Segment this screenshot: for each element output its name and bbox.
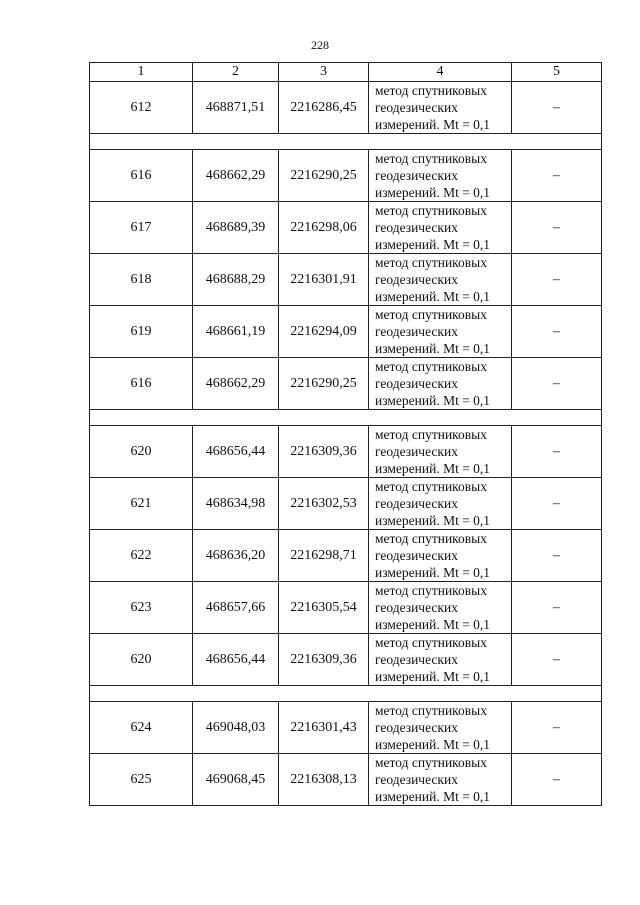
description-cell: – (512, 582, 602, 634)
contour-separator-row (90, 410, 602, 426)
method-text-line: геодезических (375, 444, 458, 459)
coordinates-table (89, 62, 602, 806)
method-text-line: метод спутниковых (375, 359, 487, 374)
x-coordinate-cell: 468871,51 (193, 82, 279, 134)
method-text-line: измерений. Mt = 0,1 (375, 393, 491, 408)
description-cell: – (512, 634, 602, 686)
table-row (90, 426, 602, 478)
x-coordinate-cell: 468656,44 (193, 634, 279, 686)
description-cell: – (512, 202, 602, 254)
method-text-line: геодезических (375, 496, 458, 511)
point-number-cell: 620 (90, 426, 193, 478)
x-coordinate-cell: 468688,29 (193, 254, 279, 306)
method-text-line: геодезических (375, 720, 458, 735)
point-number-cell: 622 (90, 530, 193, 582)
table-header-row (90, 63, 602, 82)
method-text-line: метод спутниковых (375, 583, 487, 598)
x-coordinate-cell: 468656,44 (193, 426, 279, 478)
method-text-line: измерений. Mt = 0,1 (375, 513, 491, 528)
column-header: 3 (279, 63, 369, 82)
method-text-line: геодезических (375, 100, 458, 115)
description-cell: – (512, 702, 602, 754)
method-text-line: измерений. Mt = 0,1 (375, 185, 491, 200)
separator-cell (90, 134, 602, 150)
column-header: 2 (193, 63, 279, 82)
method-cell (369, 530, 512, 582)
description-cell: – (512, 306, 602, 358)
description-cell: – (512, 478, 602, 530)
y-coordinate-cell: 2216309,36 (279, 634, 369, 686)
method-cell (369, 754, 512, 806)
method-text-line: измерений. Mt = 0,1 (375, 289, 491, 304)
table-row (90, 634, 602, 686)
method-text-line: измерений. Mt = 0,1 (375, 617, 491, 632)
x-coordinate-cell: 468662,29 (193, 358, 279, 410)
description-cell: – (512, 150, 602, 202)
y-coordinate-cell: 2216294,09 (279, 306, 369, 358)
method-text-line: измерений. Mt = 0,1 (375, 789, 491, 804)
y-coordinate-cell: 2216290,25 (279, 150, 369, 202)
method-cell (369, 478, 512, 530)
table-row (90, 702, 602, 754)
separator-cell (90, 410, 602, 426)
point-number-cell: 612 (90, 82, 193, 134)
method-text-line: измерений. Mt = 0,1 (375, 737, 491, 752)
table-row (90, 306, 602, 358)
y-coordinate-cell: 2216305,54 (279, 582, 369, 634)
x-coordinate-cell: 469048,03 (193, 702, 279, 754)
method-text-line: геодезических (375, 324, 458, 339)
table-row (90, 254, 602, 306)
method-cell (369, 150, 512, 202)
point-number-cell: 625 (90, 754, 193, 806)
y-coordinate-cell: 2216309,36 (279, 426, 369, 478)
method-text-line: метод спутниковых (375, 83, 487, 98)
method-text-line: метод спутниковых (375, 531, 487, 546)
method-text-line: метод спутниковых (375, 635, 487, 650)
table-row (90, 150, 602, 202)
method-text-line: измерений. Mt = 0,1 (375, 117, 491, 132)
table-row (90, 202, 602, 254)
description-cell: – (512, 82, 602, 134)
table-row (90, 754, 602, 806)
method-cell (369, 582, 512, 634)
column-header: 1 (90, 63, 193, 82)
x-coordinate-cell: 468661,19 (193, 306, 279, 358)
coordinates-table-wrapper (89, 62, 601, 806)
method-cell (369, 702, 512, 754)
column-header: 5 (512, 63, 602, 82)
method-text-line: геодезических (375, 376, 458, 391)
method-cell (369, 426, 512, 478)
method-cell (369, 358, 512, 410)
method-text-line: метод спутниковых (375, 703, 487, 718)
x-coordinate-cell: 469068,45 (193, 754, 279, 806)
description-cell: – (512, 426, 602, 478)
y-coordinate-cell: 2216286,45 (279, 82, 369, 134)
point-number-cell: 617 (90, 202, 193, 254)
method-text-line: метод спутниковых (375, 479, 487, 494)
method-cell (369, 82, 512, 134)
description-cell: – (512, 530, 602, 582)
y-coordinate-cell: 2216298,71 (279, 530, 369, 582)
contour-separator-row (90, 686, 602, 702)
table-body (90, 82, 602, 806)
column-header: 4 (369, 63, 512, 82)
contour-separator-row (90, 134, 602, 150)
method-text-line: геодезических (375, 548, 458, 563)
method-text-line: метод спутниковых (375, 307, 487, 322)
method-text-line: геодезических (375, 220, 458, 235)
y-coordinate-cell: 2216290,25 (279, 358, 369, 410)
description-cell: – (512, 754, 602, 806)
description-cell: – (512, 254, 602, 306)
table-row (90, 530, 602, 582)
table-row (90, 82, 602, 134)
method-cell (369, 634, 512, 686)
method-text-line: геодезических (375, 600, 458, 615)
y-coordinate-cell: 2216302,53 (279, 478, 369, 530)
table-row (90, 478, 602, 530)
x-coordinate-cell: 468636,20 (193, 530, 279, 582)
y-coordinate-cell: 2216298,06 (279, 202, 369, 254)
point-number-cell: 620 (90, 634, 193, 686)
description-cell: – (512, 358, 602, 410)
x-coordinate-cell: 468657,66 (193, 582, 279, 634)
method-text-line: метод спутниковых (375, 755, 487, 770)
method-text-line: измерений. Mt = 0,1 (375, 669, 491, 684)
point-number-cell: 618 (90, 254, 193, 306)
method-text-line: измерений. Mt = 0,1 (375, 237, 491, 252)
method-text-line: геодезических (375, 168, 458, 183)
method-text-line: измерений. Mt = 0,1 (375, 565, 491, 580)
table-row (90, 358, 602, 410)
method-text-line: метод спутниковых (375, 255, 487, 270)
table-row (90, 582, 602, 634)
method-text-line: геодезических (375, 652, 458, 667)
y-coordinate-cell: 2216301,43 (279, 702, 369, 754)
method-text-line: метод спутниковых (375, 203, 487, 218)
x-coordinate-cell: 468634,98 (193, 478, 279, 530)
method-text-line: геодезических (375, 272, 458, 287)
method-text-line: метод спутниковых (375, 427, 487, 442)
x-coordinate-cell: 468662,29 (193, 150, 279, 202)
x-coordinate-cell: 468689,39 (193, 202, 279, 254)
point-number-cell: 616 (90, 150, 193, 202)
point-number-cell: 619 (90, 306, 193, 358)
method-text-line: геодезических (375, 772, 458, 787)
point-number-cell: 621 (90, 478, 193, 530)
point-number-cell: 623 (90, 582, 193, 634)
method-text-line: метод спутниковых (375, 151, 487, 166)
y-coordinate-cell: 2216308,13 (279, 754, 369, 806)
page-number: 228 (311, 38, 329, 52)
method-text-line: измерений. Mt = 0,1 (375, 341, 491, 356)
method-cell (369, 254, 512, 306)
separator-cell (90, 686, 602, 702)
point-number-cell: 624 (90, 702, 193, 754)
point-number-cell: 616 (90, 358, 193, 410)
method-cell (369, 306, 512, 358)
y-coordinate-cell: 2216301,91 (279, 254, 369, 306)
method-cell (369, 202, 512, 254)
method-text-line: измерений. Mt = 0,1 (375, 461, 491, 476)
